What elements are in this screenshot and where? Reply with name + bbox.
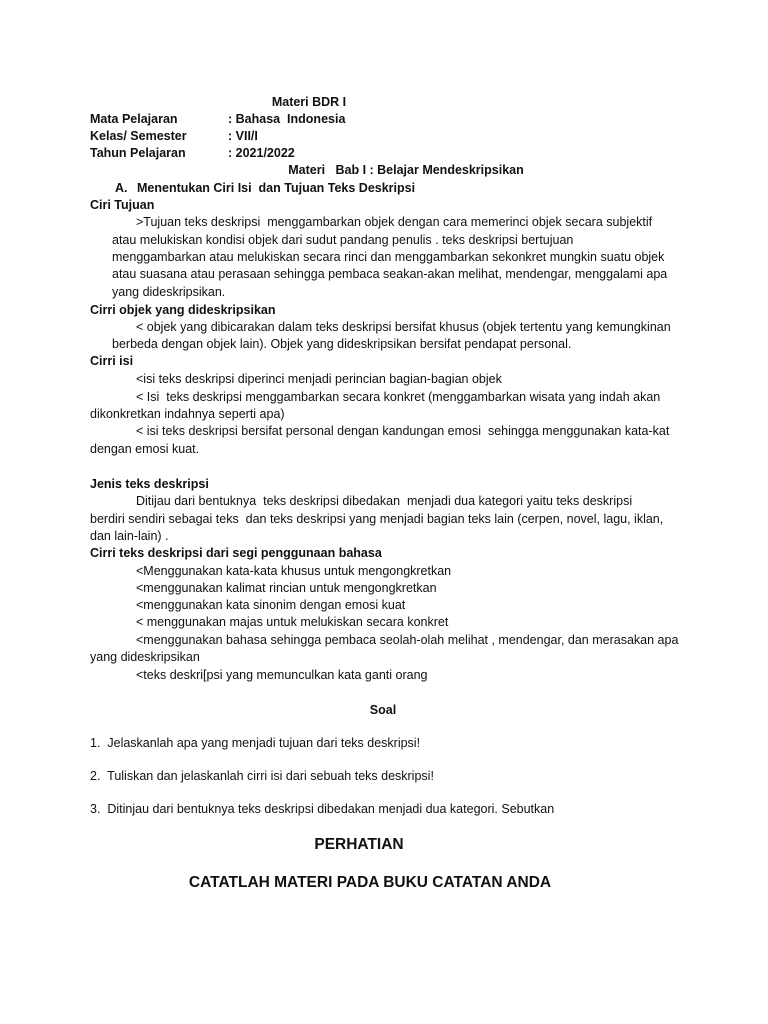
- notice-message: CATATLAH MATERI PADA BUKU CATATAN ANDA: [188, 874, 552, 891]
- paragraph-line: dengan emosi kuat.: [90, 442, 200, 456]
- notice-heading: PERHATIAN: [314, 836, 404, 853]
- meta-label-subject: Mata Pelajaran: [90, 112, 178, 126]
- list-item: <menggunakan bahasa sehingga pembaca seolah-olah melihat , mendengar, dan merasakan apa: [136, 633, 679, 647]
- paragraph-line: berdiri sendiri sebagai teks dan teks deskripsi yang menjadi bagian teks lain (cerpen, novel, lagu, iklan,: [90, 512, 664, 526]
- paragraph-line: < isi teks deskripsi bersifat personal dengan kandungan emosi sehingga menggunakan kata-kat: [136, 424, 670, 438]
- paragraph-line: atau melukiskan kondisi objek dari sudut pandang penulis . teks deskripsi bertujuan: [112, 233, 574, 247]
- meta-value-year: : 2021/2022: [228, 146, 295, 160]
- heading-cirri-isi: Cirri isi: [90, 354, 134, 368]
- question-item: 2. Tuliskan dan jelaskanlah cirri isi dari sebuah teks deskripsi!: [90, 769, 434, 783]
- list-item: <menggunakan kata sinonim dengan emosi kuat: [136, 598, 406, 612]
- section-title: Menentukan Ciri Isi dan Tujuan Teks Deskripsi: [137, 181, 416, 195]
- heading-cirri-bahasa: Cirri teks deskripsi dari segi penggunaan bahasa: [90, 546, 382, 560]
- list-item: <Menggunakan kata-kata khusus untuk mengongkretkan: [136, 564, 452, 578]
- meta-label-class: Kelas/ Semester: [90, 129, 187, 143]
- meta-value-subject: : Bahasa Indonesia: [228, 112, 346, 126]
- paragraph-line: yang dideskripsikan.: [112, 285, 226, 299]
- document-title: Materi BDR I: [271, 95, 347, 109]
- paragraph-line: < Isi teks deskripsi menggambarkan secara konkret (menggambarkan wisata yang indah akan: [136, 390, 661, 404]
- heading-jenis: Jenis teks deskripsi: [90, 477, 209, 491]
- list-item: yang dideskripsikan: [90, 650, 200, 664]
- question-item: 3. Ditinjau dari bentuknya teks deskripsi dibedakan menjadi dua kategori. Sebutkan: [90, 802, 555, 816]
- question-item: 1. Jelaskanlah apa yang menjadi tujuan dari teks deskripsi!: [90, 736, 421, 750]
- paragraph-line: Ditijau dari bentuknya teks deskripsi dibedakan menjadi dua kategori yaitu teks deskripsi: [136, 494, 633, 508]
- paragraph-line: >Tujuan teks deskripsi menggambarkan objek dengan cara memerinci objek secara subjektif: [136, 215, 653, 229]
- paragraph-line: dikonkretkan indahnya seperti apa): [90, 407, 285, 421]
- paragraph-line: < objek yang dibicarakan dalam teks deskripsi bersifat khusus (objek tertentu yang kemungkinan: [136, 320, 671, 334]
- paragraph-line: atau suasana atau perasaan sehingga pembaca seakan-akan melihat, mendengar, menggalami apa: [112, 267, 668, 281]
- paragraph-line: menggambarkan atau melukiskan secara rinci dan menggambarkan sekonkret mungkin suatu objek: [112, 250, 665, 264]
- section-number: A.: [115, 181, 128, 195]
- paragraph-line: berbeda dengan objek lain). Objek yang dideskripsikan bersifat pendapat personal.: [112, 337, 572, 351]
- heading-soal: Soal: [369, 703, 397, 717]
- paragraph-line: <isi teks deskripsi diperinci menjadi perincian bagian-bagian objek: [136, 372, 502, 386]
- chapter-title: Materi Bab I : Belajar Mendeskripsikan: [288, 163, 524, 177]
- list-item: <menggunakan kalimat rincian untuk mengongkretkan: [136, 581, 437, 595]
- paragraph-line: dan lain-lain) .: [90, 529, 169, 543]
- list-item: < menggunakan majas untuk melukiskan secara konkret: [136, 615, 449, 629]
- list-item: <teks deskri[psi yang memunculkan kata ganti orang: [136, 668, 428, 682]
- meta-value-class: : VII/I: [228, 129, 258, 143]
- heading-cirri-objek: Cirri objek yang dideskripsikan: [90, 303, 276, 317]
- meta-label-year: Tahun Pelajaran: [90, 146, 186, 160]
- heading-ciri-tujuan: Ciri Tujuan: [90, 198, 155, 212]
